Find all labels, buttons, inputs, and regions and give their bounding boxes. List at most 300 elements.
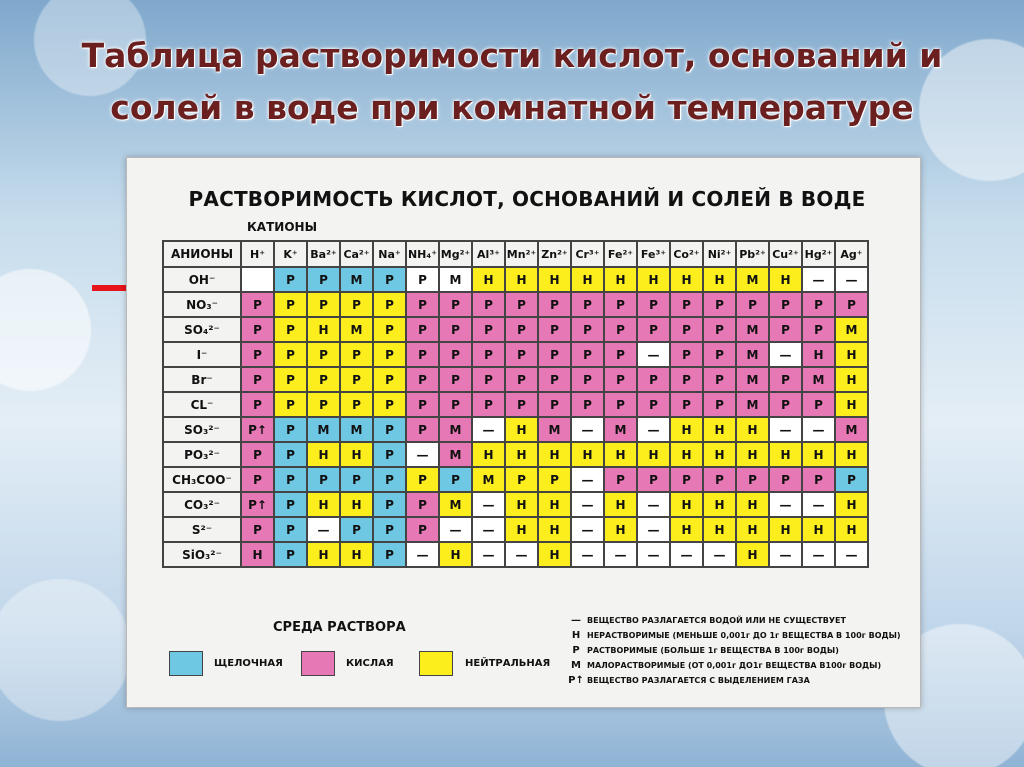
solubility-cell: Р [373, 317, 406, 342]
solubility-cell: Р [406, 367, 439, 392]
solubility-cell: — [472, 417, 505, 442]
solubility-cell: Р [736, 292, 769, 317]
note-symbol: М [571, 660, 581, 671]
solubility-table [162, 240, 869, 568]
solubility-cell: Н [835, 367, 868, 392]
anions-header: АНИОНЫ [163, 241, 241, 267]
solubility-cell: Н [241, 542, 274, 567]
solubility-cell: Р [670, 317, 703, 342]
solubility-cell: Р [406, 467, 439, 492]
solubility-cell: Н [538, 492, 571, 517]
solubility-cell: — [571, 467, 604, 492]
note-text: РАСТВОРИМЫЕ (БОЛЬШЕ 1г ВЕЩЕСТВА В 100г ВОДЫ) [587, 646, 839, 655]
solubility-cell: Н [703, 492, 736, 517]
solubility-cell: — [472, 492, 505, 517]
cation-header: Ba²⁺ [307, 241, 340, 267]
solubility-cell: Р [736, 467, 769, 492]
solubility-cell: Н [670, 417, 703, 442]
solubility-cell: Р [439, 317, 472, 342]
solubility-cell: Р [406, 317, 439, 342]
anion-label: Br⁻ [163, 367, 241, 392]
solubility-cell: Р [274, 267, 307, 292]
solubility-cell: Р [340, 392, 373, 417]
solubility-cell: Р [274, 342, 307, 367]
cation-header: Cr³⁺ [571, 241, 604, 267]
table-row [163, 342, 868, 367]
solubility-cell: Р [439, 467, 472, 492]
solubility-cell: Р [307, 367, 340, 392]
solubility-cell: Р [802, 292, 835, 317]
cation-header: NH₄⁺ [406, 241, 439, 267]
solubility-cell: Р [241, 517, 274, 542]
solubility-cell: Р [373, 442, 406, 467]
solubility-cell: Р [538, 292, 571, 317]
solubility-cell: Р [571, 392, 604, 417]
note-item [565, 658, 910, 673]
table-title: РАСТВОРИМОСТЬ КИСЛОТ, ОСНОВАНИЙ И СОЛЕЙ В ВОДЕ [188, 187, 866, 211]
cation-header: Cu²⁺ [769, 241, 802, 267]
table-row [163, 317, 868, 342]
note-symbol: — [571, 615, 581, 626]
solubility-cell: Н [736, 417, 769, 442]
solubility-cell: — [802, 267, 835, 292]
solubility-cell: Н [571, 442, 604, 467]
solubility-cell: М [340, 317, 373, 342]
solubility-cell: Н [769, 267, 802, 292]
slide-title-line-1: Таблица растворимости кислот, оснований и [81, 36, 943, 75]
anion-label: SO₄²⁻ [163, 317, 241, 342]
solubility-cell: Р [340, 292, 373, 317]
solubility-cell: Н [538, 442, 571, 467]
solubility-cell: Р [538, 367, 571, 392]
solubility-cell: М [307, 417, 340, 442]
table-row [163, 492, 868, 517]
solubility-cell: — [769, 492, 802, 517]
solubility-cell: Н [571, 267, 604, 292]
solubility-cell: М [439, 442, 472, 467]
anion-label: CL⁻ [163, 392, 241, 417]
solubility-cell: Н [835, 342, 868, 367]
solubility-cell: Р [637, 467, 670, 492]
solubility-cell: Н [307, 542, 340, 567]
solubility-cell: Р [637, 392, 670, 417]
note-item [565, 643, 910, 658]
solubility-cell: М [439, 492, 472, 517]
solubility-cell: — [835, 267, 868, 292]
legend-title: СРЕДА РАСТВОРА [273, 620, 406, 635]
solubility-cell: Р [538, 317, 571, 342]
solubility-cell: Н [736, 492, 769, 517]
solubility-cell: Р [274, 492, 307, 517]
solubility-cell: Р [703, 317, 736, 342]
solubility-cell: Р [538, 392, 571, 417]
solubility-cell: Н [340, 442, 373, 467]
solubility-cell: Н [736, 542, 769, 567]
slide-title [0, 30, 1024, 134]
cation-header: Ca²⁺ [340, 241, 373, 267]
solubility-cell: Р [307, 267, 340, 292]
solubility-cell: Н [637, 267, 670, 292]
solubility-cell: — [769, 342, 802, 367]
solubility-cell: Р [769, 392, 802, 417]
solubility-cell: Р [670, 292, 703, 317]
anion-label: SiO₃²⁻ [163, 542, 241, 567]
solubility-cell: — [802, 492, 835, 517]
solubility-cell: М [736, 367, 769, 392]
solubility-cell: Н [703, 517, 736, 542]
solubility-cell: Р [571, 342, 604, 367]
solubility-cell: Р [373, 417, 406, 442]
solubility-cell: Р [241, 292, 274, 317]
solubility-cell: Н [307, 492, 340, 517]
cations-label: КАТИОНЫ [247, 220, 318, 234]
solubility-cell: Р [604, 467, 637, 492]
solubility-cell: Н [604, 267, 637, 292]
table-row [163, 442, 868, 467]
solubility-table-card [126, 157, 921, 708]
solubility-cell: Р [703, 367, 736, 392]
solubility-cell: Р [571, 367, 604, 392]
solubility-cell: Н [307, 317, 340, 342]
solubility-cell: Р [769, 317, 802, 342]
solubility-cell: Р [406, 517, 439, 542]
solubility-cell: М [340, 417, 373, 442]
solubility-cell: М [736, 392, 769, 417]
table-row [163, 517, 868, 542]
legend-swatch-alkaline [169, 651, 203, 676]
cation-header: Pb²⁺ [736, 241, 769, 267]
solubility-cell: Р↑ [241, 492, 274, 517]
cation-header-row [163, 241, 868, 267]
solubility-cell: Р [307, 292, 340, 317]
table-row [163, 417, 868, 442]
anion-label: I⁻ [163, 342, 241, 367]
solubility-cell: М [439, 417, 472, 442]
solubility-cell: Н [340, 492, 373, 517]
solubility-cell: Н [538, 267, 571, 292]
solubility-cell: — [505, 542, 538, 567]
solubility-cell: — [439, 517, 472, 542]
solubility-cell: Н [538, 517, 571, 542]
solubility-cell: Р [769, 292, 802, 317]
solubility-cell: Р [373, 342, 406, 367]
solubility-cell: Н [472, 442, 505, 467]
cation-header: Mg²⁺ [439, 241, 472, 267]
solubility-cell: Р [274, 442, 307, 467]
solubility-cell: Р [571, 317, 604, 342]
solubility-cell: Р [472, 367, 505, 392]
solubility-cell: Р [241, 467, 274, 492]
solubility-cell: Р [472, 317, 505, 342]
solubility-cell: Р [340, 342, 373, 367]
solubility-cell: Р [274, 392, 307, 417]
note-text: МАЛОРАСТВОРИМЫЕ (ОТ 0,001г ДО1г ВЕЩЕСТВА В100г ВОДЫ) [587, 661, 882, 670]
solubility-cell: Р [703, 392, 736, 417]
solubility-cell: Р [307, 342, 340, 367]
solubility-cell: Н [802, 517, 835, 542]
solubility-cell: Р [340, 367, 373, 392]
solubility-cell: М [340, 267, 373, 292]
solubility-cell: Р [505, 467, 538, 492]
table-row [163, 467, 868, 492]
solubility-cell: Р [274, 317, 307, 342]
solubility-cell: Р [274, 292, 307, 317]
solubility-cell: Р [439, 392, 472, 417]
anion-label: NO₃⁻ [163, 292, 241, 317]
solubility-cell: — [835, 542, 868, 567]
solubility-cell: Р [505, 392, 538, 417]
solubility-cell: — [802, 417, 835, 442]
note-symbol: Н [571, 630, 581, 641]
solubility-cell: Н [340, 542, 373, 567]
solubility-cell: Н [538, 542, 571, 567]
legend-label-alkaline: ЩЕЛОЧНАЯ [214, 658, 283, 669]
solubility-cell: Н [307, 442, 340, 467]
solubility-cell: — [406, 542, 439, 567]
solubility-cell: — [472, 517, 505, 542]
solubility-cell: Р [670, 467, 703, 492]
table-row [163, 367, 868, 392]
cation-header: Hg²⁺ [802, 241, 835, 267]
solubility-cell: — [571, 517, 604, 542]
solubility-cell: Н [736, 517, 769, 542]
solubility-cell: Р [373, 517, 406, 542]
anion-label: OH⁻ [163, 267, 241, 292]
solubility-cell: Р [439, 367, 472, 392]
solubility-cell: Р [505, 367, 538, 392]
legend-label-acidic: КИСЛАЯ [346, 658, 394, 669]
solubility-cell: М [604, 417, 637, 442]
solubility-cell: Р [670, 342, 703, 367]
solubility-cell: Н [604, 492, 637, 517]
cation-header: Na⁺ [373, 241, 406, 267]
solubility-cell: Н [439, 542, 472, 567]
solubility-cell: — [802, 542, 835, 567]
solubility-cell: Р [406, 342, 439, 367]
note-text: ВЕЩЕСТВО РАЗЛАГАЕТСЯ С ВЫДЕЛЕНИЕМ ГАЗА [587, 676, 810, 685]
solubility-cell: Р [373, 492, 406, 517]
solubility-cell: Р [340, 467, 373, 492]
solubility-cell: Р [604, 342, 637, 367]
solubility-cell: — [571, 417, 604, 442]
cation-header: Al³⁺ [472, 241, 505, 267]
solubility-cell: Н [604, 442, 637, 467]
solubility-cell: Р [406, 492, 439, 517]
solubility-cell: Р [472, 342, 505, 367]
table-row [163, 542, 868, 567]
cation-header: Fe²⁺ [604, 241, 637, 267]
solubility-cell [241, 267, 274, 292]
solubility-cell: Р [274, 517, 307, 542]
solubility-cell: Р [670, 392, 703, 417]
solubility-cell: Р [505, 292, 538, 317]
solubility-cell: Р [637, 292, 670, 317]
anion-label: SO₃²⁻ [163, 417, 241, 442]
solubility-cell: М [736, 342, 769, 367]
solubility-cell: Н [472, 267, 505, 292]
solubility-cell: Р [604, 292, 637, 317]
solubility-cell: Р [802, 317, 835, 342]
note-symbol: Р↑ [568, 675, 584, 686]
solubility-cell: Н [802, 342, 835, 367]
solubility-cell: Р [472, 392, 505, 417]
solubility-cell: Р [406, 292, 439, 317]
solubility-cell: Н [505, 492, 538, 517]
solubility-cell: Н [703, 442, 736, 467]
cation-header: H⁺ [241, 241, 274, 267]
solubility-cell: — [637, 517, 670, 542]
solubility-cell: Н [670, 442, 703, 467]
solubility-cell: Р [274, 467, 307, 492]
solubility-cell: Р [274, 417, 307, 442]
solubility-cell: Р [241, 367, 274, 392]
solubility-cell: Р [604, 317, 637, 342]
anion-label: CO₃²⁻ [163, 492, 241, 517]
legend-swatch-neutral [419, 651, 453, 676]
solubility-cell: Р [505, 342, 538, 367]
solubility-cell: Н [637, 442, 670, 467]
solubility-cell: — [472, 542, 505, 567]
anion-label: PO₃²⁻ [163, 442, 241, 467]
solubility-cell: Р [802, 392, 835, 417]
solubility-cell: М [802, 367, 835, 392]
solubility-cell: Р [340, 517, 373, 542]
solubility-cell: Р [307, 467, 340, 492]
solubility-cell: Р [439, 292, 472, 317]
solubility-cell: Н [736, 442, 769, 467]
solubility-cell: Р [637, 317, 670, 342]
solubility-cell: Р [538, 342, 571, 367]
solubility-cell: — [670, 542, 703, 567]
solubility-cell: — [769, 542, 802, 567]
solubility-cell: Р [274, 367, 307, 392]
table-row [163, 267, 868, 292]
solubility-cell: — [769, 417, 802, 442]
solubility-cell: Р [472, 292, 505, 317]
solubility-cell: Н [835, 517, 868, 542]
solubility-cell: Н [769, 442, 802, 467]
cation-header: K⁺ [274, 241, 307, 267]
solubility-cell: — [571, 542, 604, 567]
solubility-cell: Р [604, 367, 637, 392]
solubility-cell: — [637, 342, 670, 367]
solubility-cell: Р [406, 392, 439, 417]
solubility-cell: М [736, 317, 769, 342]
solubility-cell: Н [835, 492, 868, 517]
solubility-cell: Р [670, 367, 703, 392]
note-symbol: Р [572, 645, 580, 656]
solubility-cell: М [538, 417, 571, 442]
solubility-cell: Н [670, 517, 703, 542]
solubility-cell: Р [703, 467, 736, 492]
solubility-cell: Н [505, 517, 538, 542]
solubility-cell: Н [769, 517, 802, 542]
solubility-cell: Р [373, 467, 406, 492]
solubility-cell: Р [373, 267, 406, 292]
solubility-cell: Н [604, 517, 637, 542]
solubility-cell: Р [835, 292, 868, 317]
solubility-cell: Р [373, 367, 406, 392]
note-item [565, 613, 910, 628]
note-item [565, 628, 910, 643]
solubility-cell: Р [373, 542, 406, 567]
solubility-cell: Р [604, 392, 637, 417]
cation-header: Ag⁺ [835, 241, 868, 267]
solubility-cell: Р [703, 292, 736, 317]
solubility-cell: М [835, 417, 868, 442]
note-item [565, 673, 910, 688]
solubility-cell: Р [703, 342, 736, 367]
solubility-cell: М [439, 267, 472, 292]
solubility-cell: Н [505, 417, 538, 442]
slide-title-line-2: солей в воде при комнатной температуре [110, 88, 914, 127]
cation-header: Fe³⁺ [637, 241, 670, 267]
solubility-cell: Н [670, 492, 703, 517]
note-text: ВЕЩЕСТВО РАЗЛАГАЕТСЯ ВОДОЙ ИЛИ НЕ СУЩЕСТВУЕТ [587, 616, 846, 625]
solubility-cell: Р [571, 292, 604, 317]
solubility-cell: Р [439, 342, 472, 367]
solubility-cell: Н [505, 267, 538, 292]
solubility-cell: Р [373, 392, 406, 417]
solubility-cell: — [637, 492, 670, 517]
cation-header: Co²⁺ [670, 241, 703, 267]
solubility-cell: Р [241, 317, 274, 342]
solubility-cell: М [472, 467, 505, 492]
cation-header: Mn²⁺ [505, 241, 538, 267]
solubility-cell: Н [835, 442, 868, 467]
solubility-cell: М [736, 267, 769, 292]
solubility-cell: — [571, 492, 604, 517]
solubility-cell: — [604, 542, 637, 567]
solubility-cell: Р [835, 467, 868, 492]
table-row [163, 392, 868, 417]
solubility-cell: Р [769, 467, 802, 492]
cation-header: Ni²⁺ [703, 241, 736, 267]
table-row [163, 292, 868, 317]
solubility-cell: Р [802, 467, 835, 492]
solubility-cell: — [406, 442, 439, 467]
solubility-cell: Р↑ [241, 417, 274, 442]
anion-label: S²⁻ [163, 517, 241, 542]
solubility-cell: Р [538, 467, 571, 492]
solubility-cell: — [637, 417, 670, 442]
solubility-cell: — [637, 542, 670, 567]
solubility-cell: М [835, 317, 868, 342]
solubility-cell: Н [703, 417, 736, 442]
solubility-cell: Н [835, 392, 868, 417]
solubility-cell: Н [505, 442, 538, 467]
solubility-cell: Р [406, 267, 439, 292]
solubility-cell: Р [307, 392, 340, 417]
note-text: НЕРАСТВОРИМЫЕ (МЕНЬШЕ 0,001г ДО 1г ВЕЩЕСТВА В 100г ВОДЫ) [587, 631, 901, 640]
solubility-cell: Р [505, 317, 538, 342]
cation-header: Zn²⁺ [538, 241, 571, 267]
solubility-cell: Р [241, 442, 274, 467]
solubility-cell: Р [241, 342, 274, 367]
legend-notes [565, 613, 910, 688]
solubility-cell: — [703, 542, 736, 567]
solubility-cell: Р [274, 542, 307, 567]
solubility-cell: Р [769, 367, 802, 392]
legend-swatch-acidic [301, 651, 335, 676]
solubility-cell: — [307, 517, 340, 542]
solubility-cell: Н [703, 267, 736, 292]
solubility-cell: Р [406, 417, 439, 442]
solubility-cell: Р [637, 367, 670, 392]
solubility-cell: Р [241, 392, 274, 417]
anion-label: CH₃COO⁻ [163, 467, 241, 492]
solubility-cell: Н [802, 442, 835, 467]
